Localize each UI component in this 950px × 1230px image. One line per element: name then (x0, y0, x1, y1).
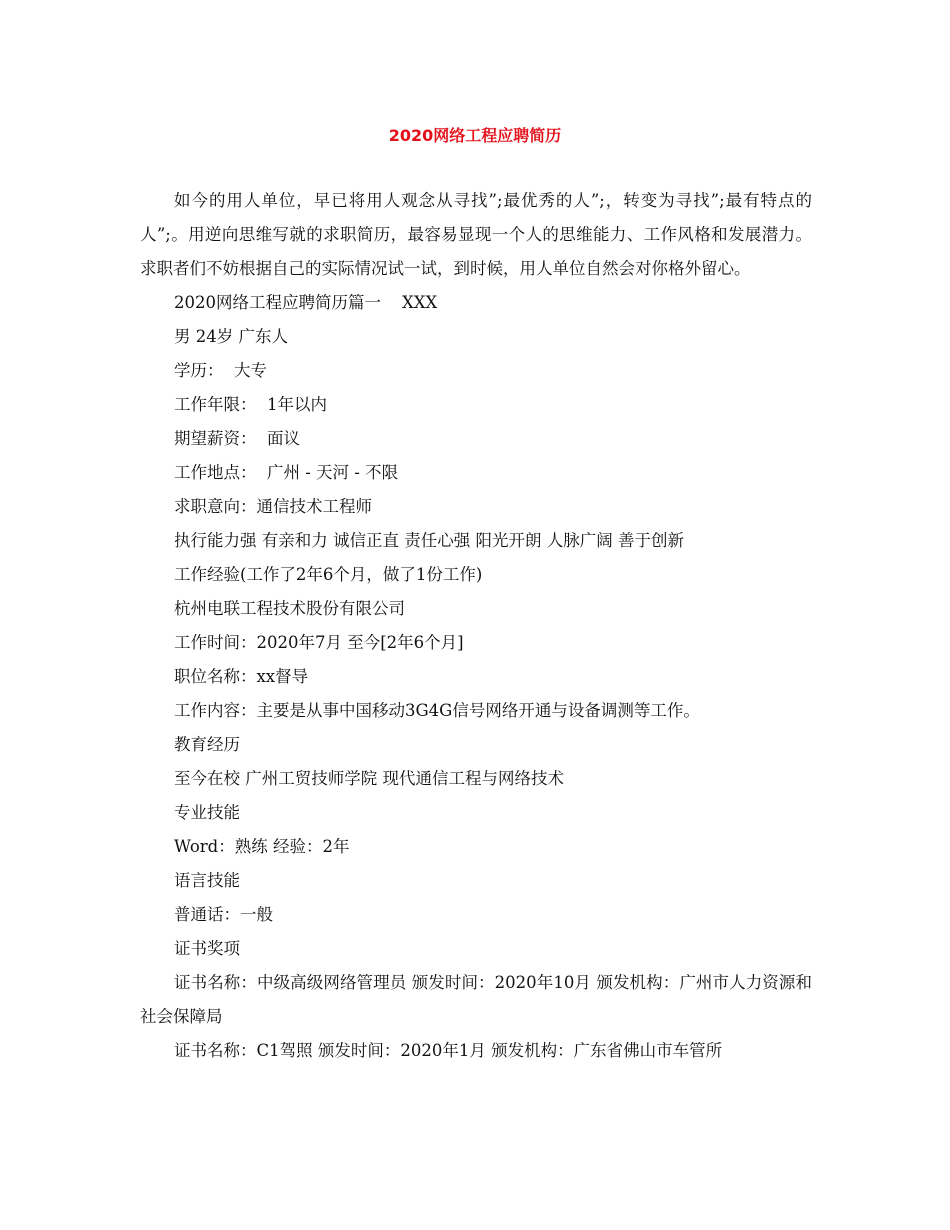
certificates-heading: 证书奖项 (174, 939, 240, 958)
work-years: 工作年限： 1年以内 (174, 395, 327, 414)
language-heading: 语言技能 (174, 871, 240, 890)
document-title: 2020网络工程应聘简历 (388, 126, 562, 145)
skills-heading: 专业技能 (174, 803, 240, 822)
skill-entry: Word：熟练 经验：2年 (174, 837, 350, 856)
education-entry: 至今在校 广州工贸技师学院 现代通信工程与网络技术 (174, 769, 564, 788)
company-name: 杭州电联工程技术股份有限公司 (174, 599, 405, 618)
work-experience-heading: 工作经验(工作了2年6个月，做了1份工作) (174, 565, 483, 584)
language-entry: 普通话：一般 (174, 905, 273, 924)
resume-heading: 2020网络工程应聘简历篇一 XXX (174, 293, 438, 312)
position-title: 职位名称：xx督导 (174, 667, 309, 686)
work-period: 工作时间：2020年7月 至今[2年6个月] (174, 633, 464, 652)
document-body (140, 184, 812, 1068)
intro-paragraph: 如今的用人单位，早已将用人观念从寻找”;最优秀的人”;，转变为寻找”;最有特点的人”;。用逆向思维写就的求职简历，最容易显现一个人的思维能力、工作风格和发展潜力。求职者们不妨根据自己的实际情况试一试，到时候，用人单位自然会对你格外留心。 (140, 191, 812, 278)
certificate-entry: 证书名称：C1驾照 颁发时间：2020年1月 颁发机构：广东省佛山市车管所 (174, 1041, 723, 1060)
education-heading: 教育经历 (174, 735, 240, 754)
personal-info: 男 24岁 广东人 (174, 327, 288, 346)
personal-traits: 执行能力强 有亲和力 诚信正直 责任心强 阳光开朗 人脉广阔 善于创新 (174, 531, 684, 550)
job-objective: 求职意向：通信技术工程师 (174, 497, 372, 516)
certificate-entry: 证书名称：中级高级网络管理员 颁发时间：2020年10月 颁发机构：广州市人力资源和社会保障局 (140, 973, 812, 1026)
education-level: 学历： 大专 (174, 361, 267, 380)
work-location: 工作地点： 广州 - 天河 - 不限 (174, 463, 399, 482)
job-description: 工作内容：主要是从事中国移动3G4G信号网络开通与设备调测等工作。 (174, 701, 700, 720)
expected-salary: 期望薪资： 面议 (174, 429, 300, 448)
